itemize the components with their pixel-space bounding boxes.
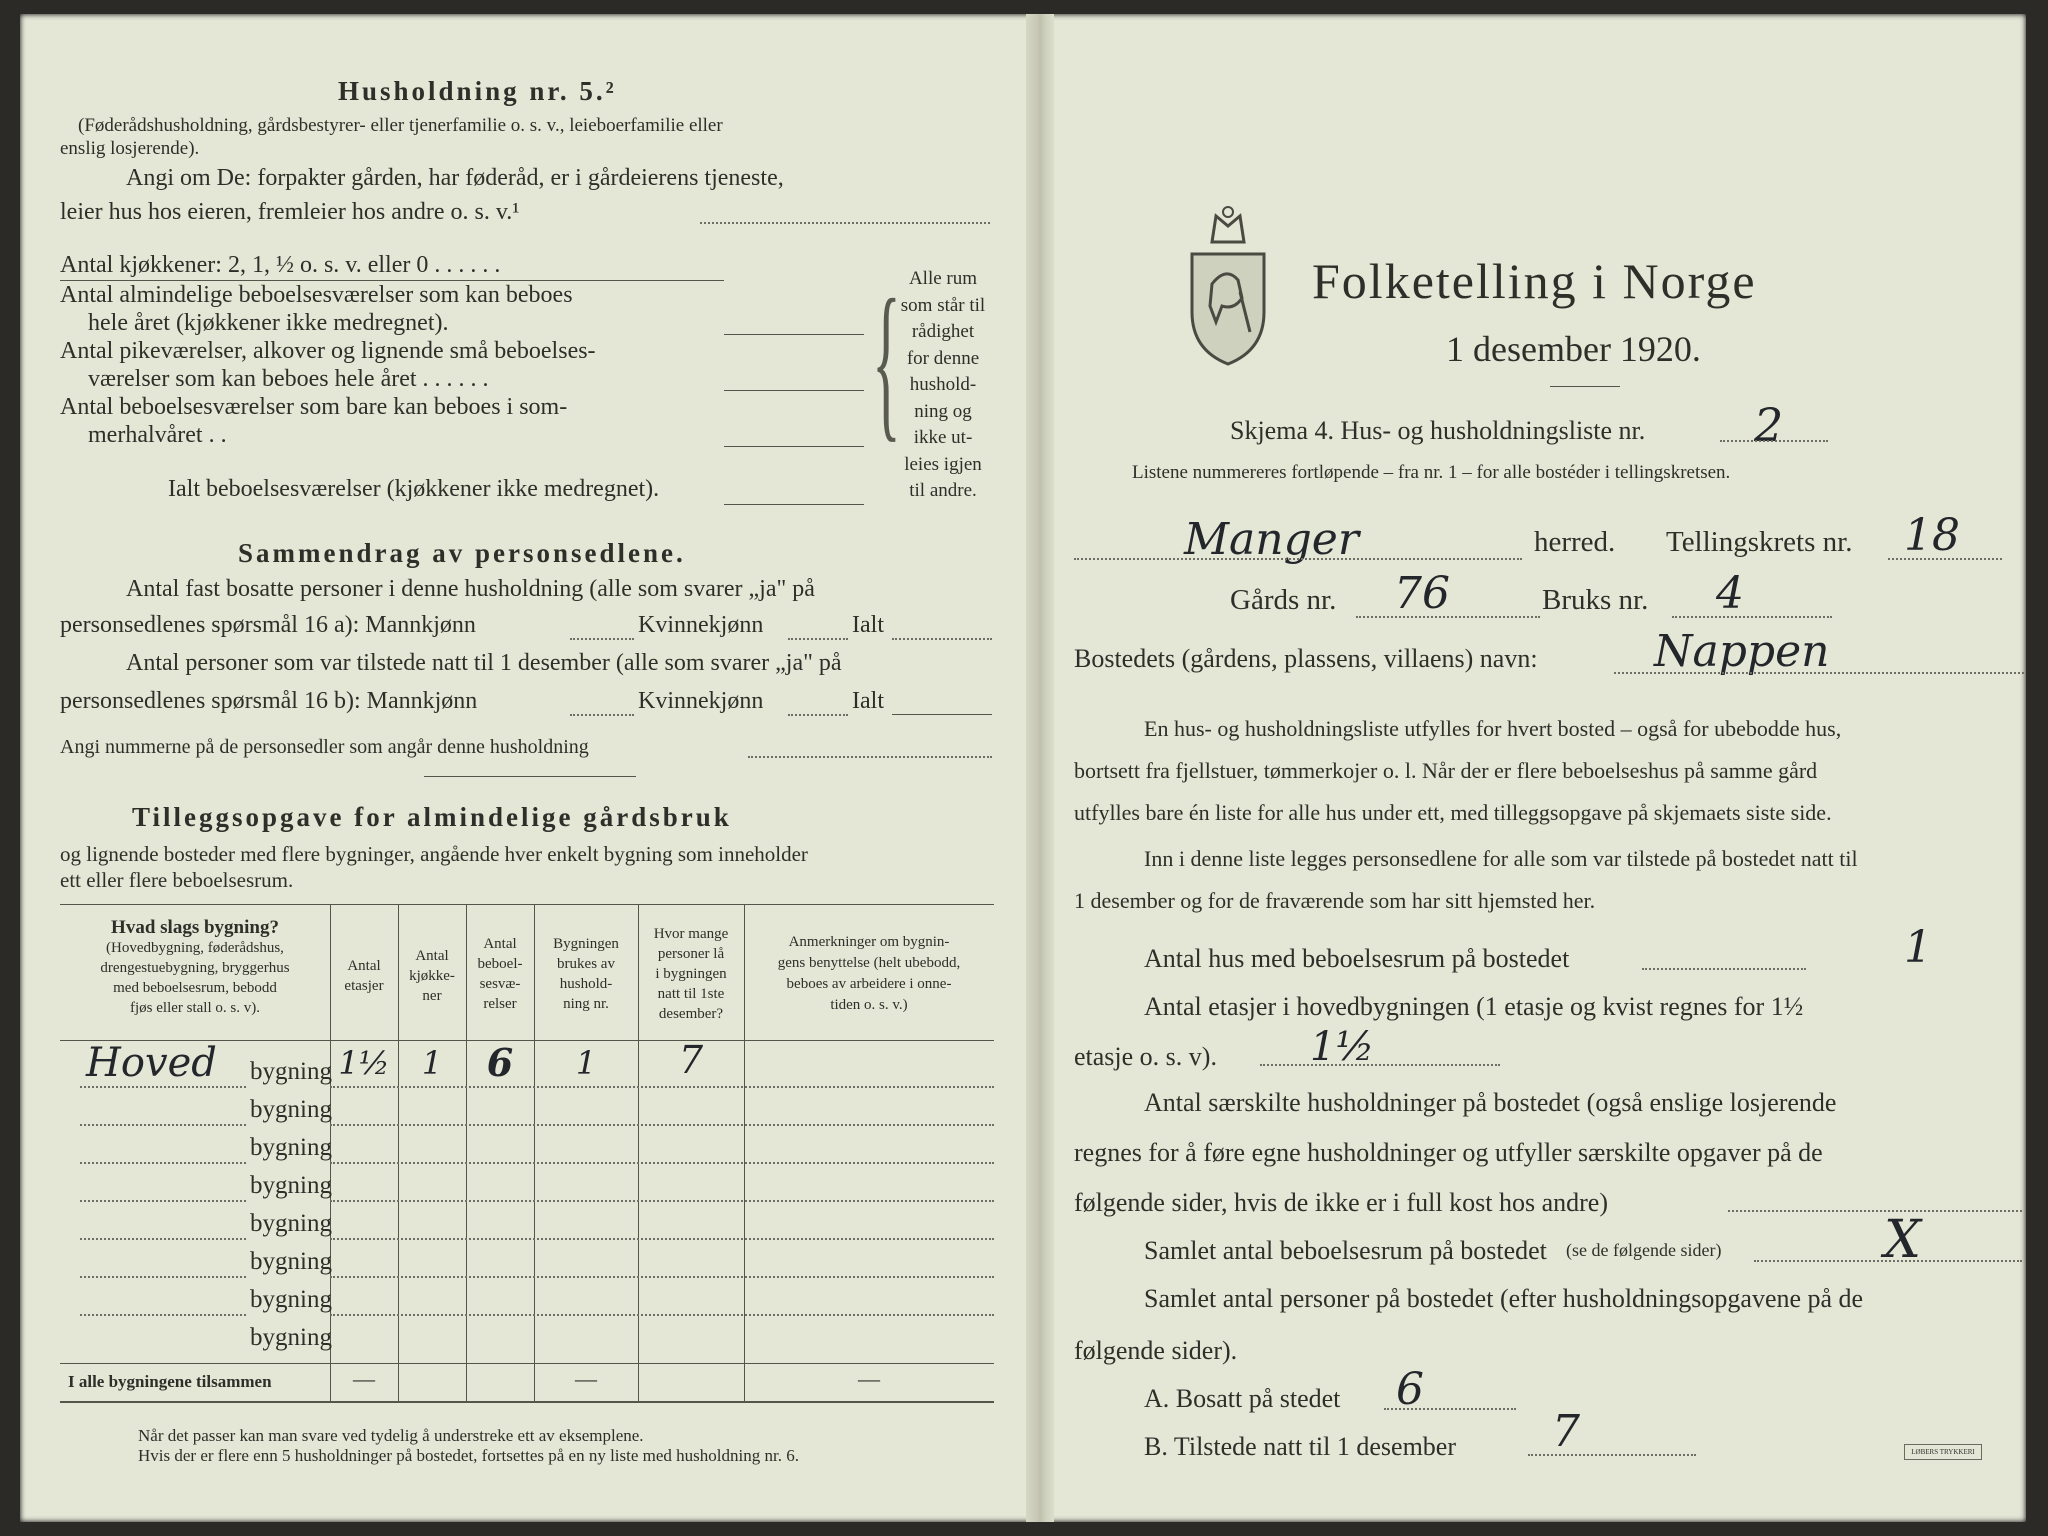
row-field: [80, 1200, 246, 1202]
left-page: [20, 14, 1026, 1522]
samlet-rum-field: [1754, 1260, 2022, 1262]
header-text: gens benyttelse (helt ubebodd,: [777, 955, 961, 971]
header-text: ning nr.: [563, 996, 609, 1012]
kvinne-field-1: [788, 638, 848, 640]
angi-line-1: Angi om De: forpakter gården, har føderåd, er i gårdeierens tjeneste,: [126, 165, 784, 191]
rooms-field-1: [724, 334, 864, 335]
census-form-sheet: [20, 14, 2026, 1522]
row-rule: [330, 1124, 994, 1126]
side-note-line: ning og: [914, 400, 972, 422]
side-note-line: til andre.: [909, 480, 977, 501]
row-field: [80, 1238, 246, 1240]
row-field: [80, 1086, 246, 1088]
header-text: Bygningen: [553, 936, 619, 952]
para1-line-3: utfylles bare én liste for alle hus under ett, med tilleggsopgave på skjemaets siste side.: [1074, 800, 1832, 825]
side-note-line: for denne: [906, 347, 980, 369]
building-label: bygning: [250, 1096, 332, 1123]
total-dash: —: [858, 1366, 880, 1391]
building-label: bygning: [250, 1248, 332, 1275]
total-label: I alle bygningene tilsammen: [68, 1372, 272, 1391]
table-bottom-rule: [60, 1401, 994, 1403]
para1-line-2: bortsett fra fjellstuer, tømmerkojer o. l. Når der er flere beboelseshus på samme gård: [1074, 758, 1818, 783]
household-note: (Føderådshusholdning, gårdsbestyrer- eller tjenerfamilie o. s. v., leieboerfamilie eller: [78, 115, 723, 136]
etasjer-field: [1260, 1064, 1500, 1066]
handwritten-etasjer: 1½: [338, 1044, 390, 1082]
samlet-pers-line-2: følgende sider).: [1074, 1336, 1238, 1365]
row-rule: [330, 1238, 994, 1240]
etasjer-line-2: etasje o. s. v).: [1074, 1042, 1217, 1071]
household-title: Husholdning nr. 5.²: [338, 76, 617, 106]
table-top-rule: [60, 904, 994, 905]
herred-label: herred.: [1534, 526, 1616, 558]
etasjer-line-1: Antal etasjer i hovedbygningen (1 etasje og kvist regnes for 1½: [1144, 992, 1804, 1021]
rooms-line-6: Antal beboelsesværelser som bare kan beboes i som-: [60, 394, 568, 420]
ialt-rooms-field: [724, 504, 864, 505]
handwritten-husholdning: 1: [575, 1044, 597, 1082]
saerskilte-field: [1728, 1210, 2022, 1212]
ialt-label-2: Ialt: [852, 688, 884, 714]
rooms-line-3: hele året (kjøkkener ikke medregnet).: [88, 310, 449, 336]
header-text: beboes av arbeidere i onne-: [786, 976, 952, 992]
para2-line-1: Inn i denne liste legges personsedlene for alle som var tilstede på bostedet natt til: [1144, 846, 1858, 871]
header-text: tiden o. s. v.): [830, 997, 908, 1013]
total-dash: —: [575, 1366, 597, 1391]
supplement-line-1: og lignende bosteder med flere bygninger, angående hver enkelt bygning som inneholder: [60, 842, 808, 866]
samlet-rum-label: Samlet antal beboelsesrum på bostedet: [1144, 1236, 1547, 1265]
header-text: beboel-: [477, 956, 523, 972]
row-field: [80, 1124, 246, 1126]
herred-value: Manger: [1184, 514, 1359, 565]
ialt-field-1: [892, 638, 992, 640]
summary-title: Sammendrag av personsedlene.: [238, 538, 686, 568]
footnote-2: Hvis der er flere enn 5 husholdninger på bostedet, fortsettes på en ny liste med husholdning nr. 6.: [138, 1446, 799, 1465]
header-etasjer: [330, 956, 398, 996]
mann-field-2: [570, 714, 634, 716]
angi-dotted-line: [700, 222, 990, 224]
gards-value: 76: [1394, 568, 1450, 619]
bosted-label: Bostedets (gårdens, plassens, villaens) navn:: [1074, 644, 1538, 673]
mann-field-1: [570, 638, 634, 640]
side-note-line: ikke ut-: [913, 427, 973, 448]
bruks-field: [1672, 616, 1832, 618]
table-total-rule: [60, 1363, 994, 1364]
footnote-1: Når det passer kan man svare ved tydelig å understreke ett av eksemplene.: [138, 1426, 644, 1445]
page-fold: [1026, 14, 1054, 1522]
building-label: bygning: [250, 1172, 332, 1199]
header-text: (Hovedbygning, føderådshus,: [106, 940, 284, 956]
building-label: bygning: [250, 1134, 332, 1161]
handwritten-kjokkener: 1: [421, 1044, 443, 1082]
tellingskrets-label: Tellingskrets nr.: [1666, 526, 1853, 558]
header-husholdning: [534, 934, 638, 1014]
header-anmerkninger: [744, 932, 994, 1016]
side-note-line: Alle rum: [908, 268, 978, 289]
printer-stamp: LØBERS TRYKKERI: [1904, 1444, 1982, 1460]
row-rule: [330, 1276, 994, 1278]
total-dash: —: [353, 1366, 375, 1391]
para1-line-1: En hus- og husholdningsliste utfylles for hvert bosted – også for ubebodde hus,: [1144, 716, 1842, 741]
household-note-2: enslig losjerende).: [60, 138, 200, 159]
saerskilte-line-2: regnes for å føre egne husholdninger og utfyller særskilte opgaver på de: [1074, 1138, 1823, 1167]
supplement-line-2: ett eller flere beboelsesrum.: [60, 868, 294, 892]
tellingskrets-value: 18: [1904, 510, 1960, 561]
row-rule: [330, 1314, 994, 1316]
header-text: Hvor mange: [653, 926, 729, 942]
row-rule: [330, 1200, 994, 1202]
header-text: brukes av: [557, 956, 615, 972]
row-rule: [330, 1086, 994, 1088]
ialt-rooms-label: Ialt beboelsesværelser (kjøkkener ikke medregnet).: [168, 476, 660, 502]
rooms-line-1: Antal kjøkkener: 2, 1, ½ o. s. v. eller 0 . . . . . .: [60, 252, 501, 278]
liste-nr-value: 2: [1754, 398, 1784, 452]
bosted-field: [1614, 672, 2024, 674]
listene-note: Listene nummereres fortløpende – fra nr. 1 – for alle bostéder i tellingskretsen.: [1132, 462, 1731, 483]
building-label: bygning: [250, 1210, 332, 1237]
herred-field: [1074, 558, 1522, 560]
summary-line-2a: Antal personer som var tilstede natt til 1 desember (alle som svarer „ja" på: [126, 650, 842, 676]
tilstede-value: 7: [1552, 1406, 1580, 1457]
bosatt-field: [1384, 1408, 1516, 1410]
row-field: [80, 1162, 246, 1164]
bruks-label: Bruks nr.: [1542, 584, 1649, 616]
gards-field: [1356, 616, 1540, 618]
antal-hus-label: Antal hus med beboelsesrum på bostedet: [1144, 944, 1570, 973]
etasjer-value: 1½: [1310, 1024, 1375, 1070]
handwritten-building-type: Hoved: [86, 1040, 217, 1086]
side-note-line: rådighet: [911, 321, 975, 342]
bruks-value: 4: [1716, 568, 1744, 619]
supplement-title: Tilleggsopgave for almindelige gårdsbruk: [132, 802, 732, 832]
side-note-line: leies igjen: [904, 453, 982, 475]
rooms-line-5: værelser som kan beboes hele året . . . . . .: [88, 366, 489, 392]
header-text: Anmerkninger om bygnin-: [788, 934, 950, 950]
header-text: natt til 1ste: [657, 986, 725, 1002]
numbers-field: [748, 756, 992, 758]
header-text: relser: [483, 996, 517, 1012]
header-text: personer lå: [657, 946, 725, 962]
header-text: med beboelsesrum, bebodd: [113, 980, 277, 996]
angi-line-2: leier hus hos eieren, fremleier hos andre o. s. v.¹: [60, 199, 520, 225]
header-text: Antal: [347, 958, 381, 974]
coat-of-arms-icon: [1182, 202, 1274, 368]
header-text: drengestuebygning, bryggerhus: [100, 960, 290, 976]
header-text: ner: [422, 988, 442, 1004]
kvinnekjonn-label-2: Kvinnekjønn: [638, 688, 764, 714]
rooms-line-4: Antal pikeværelser, alkover og lignende små beboelses-: [60, 338, 596, 364]
ialt-field-2: [892, 714, 992, 715]
handwritten-vaerelser: 6: [486, 1040, 514, 1085]
side-note-line: hushold-: [909, 374, 977, 395]
rooms-field-2: [724, 390, 864, 391]
samlet-pers-line-1: Samlet antal personer på bostedet (efter husholdningsopgavene på de: [1144, 1284, 1864, 1313]
para2-line-2: 1 desember og for de fraværende som har sitt hjemsted her.: [1074, 888, 1596, 913]
summary-line-1b: personsedlenes spørsmål 16 a): Mannkjønn: [60, 612, 476, 638]
brace-icon: {: [872, 264, 901, 457]
antal-hus-value: 1: [1904, 922, 1932, 973]
header-text: hushold-: [559, 976, 613, 992]
samlet-rum-value: X: [1884, 1210, 1922, 1270]
rooms-field-3: [724, 446, 864, 447]
header-text: Antal: [415, 948, 449, 964]
tellingskrets-field: [1888, 558, 2002, 560]
header-building-type: [60, 918, 330, 1018]
ialt-label-1: Ialt: [852, 612, 884, 638]
row-field: [80, 1314, 246, 1316]
header-text: fjøs eller stall o. s. v).: [130, 1000, 260, 1016]
form-title: Folketelling i Norge: [1312, 253, 1757, 309]
bosatt-value: 6: [1396, 1364, 1424, 1415]
rooms-line-7: merhalvåret . .: [88, 422, 227, 448]
title-divider: [1550, 386, 1620, 387]
kvinnekjonn-label-1: Kvinnekjønn: [638, 612, 764, 638]
handwritten-personer: 7: [678, 1038, 704, 1082]
header-vaerelser: [466, 934, 534, 1014]
kvinne-field-2: [788, 714, 848, 716]
antal-hus-field: [1642, 968, 1806, 970]
building-label: bygning: [250, 1286, 332, 1313]
gards-label: Gårds nr.: [1230, 584, 1337, 616]
header-text: sesvæ-: [479, 976, 521, 992]
section-divider: [424, 776, 636, 777]
summary-line-1a: Antal fast bosatte personer i denne husholdning (alle som svarer „ja" på: [126, 576, 815, 602]
header-text: kjøkke-: [409, 968, 455, 984]
tilstede-field: [1528, 1454, 1696, 1456]
row-rule: [330, 1162, 994, 1164]
header-text: Antal: [483, 936, 517, 952]
row-field: [80, 1276, 246, 1278]
saerskilte-line-3: følgende sider, hvis de ikke er i full kost hos andre): [1074, 1188, 1608, 1217]
liste-nr-field: [1720, 440, 1828, 442]
bosatt-label: A. Bosatt på stedet: [1144, 1384, 1341, 1413]
form-date: 1 desember 1920.: [1446, 329, 1701, 369]
header-kjokkener: [398, 946, 466, 1006]
header-text: Hvad slags bygning?: [111, 917, 279, 938]
side-note: [888, 266, 998, 505]
bosted-value: Nappen: [1654, 626, 1830, 677]
header-text: etasjer: [344, 978, 384, 994]
rooms-rule: [60, 280, 724, 281]
header-text: i bygningen: [655, 966, 727, 982]
angi-numbers: Angi nummerne på de personsedler som angår denne husholdning: [60, 736, 589, 758]
summary-line-2b: personsedlenes spørsmål 16 b): Mannkjønn: [60, 688, 478, 714]
building-label: bygning: [250, 1324, 332, 1351]
side-note-line: som står til: [900, 294, 986, 316]
tilstede-label: B. Tilstede natt til 1 desember: [1144, 1432, 1456, 1461]
right-page: [1054, 14, 2026, 1522]
saerskilte-line-1: Antal særskilte husholdninger på bostedet (også enslige losjerende: [1144, 1088, 1837, 1117]
samlet-rum-note: (se de følgende sider): [1566, 1240, 1722, 1260]
skjema-label: Skjema 4. Hus- og husholdningsliste nr.: [1230, 416, 1646, 445]
header-text: desember?: [658, 1006, 724, 1022]
rooms-line-2: Antal almindelige beboelsesværelser som kan beboes: [60, 282, 573, 308]
building-label: bygning: [250, 1058, 332, 1085]
header-personer: [638, 924, 744, 1024]
